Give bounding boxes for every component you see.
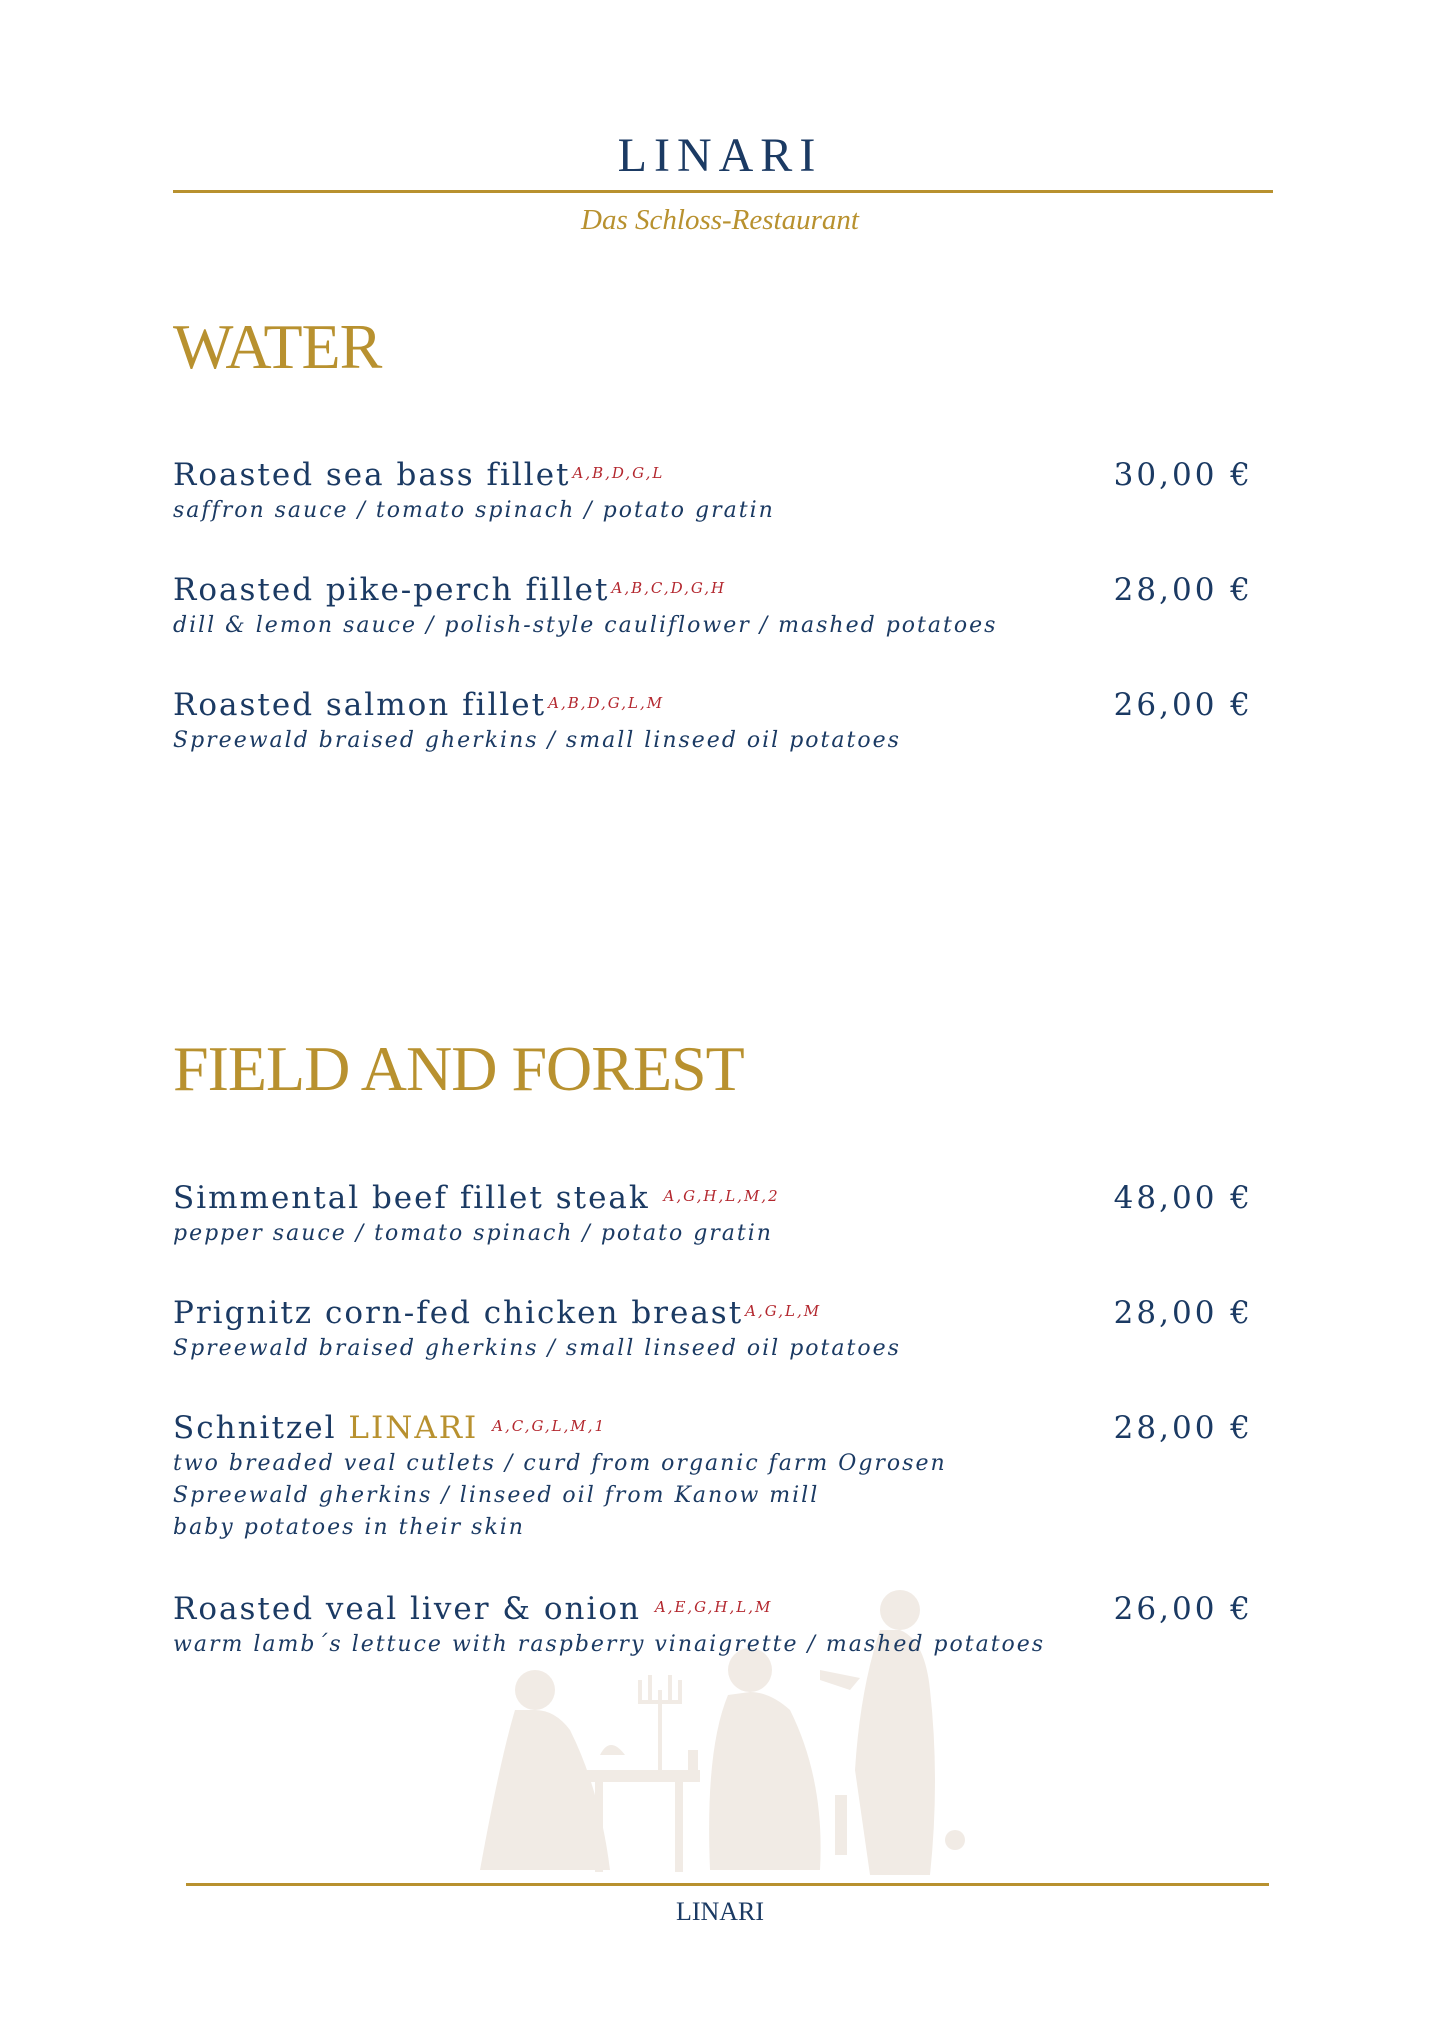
dish-name: Simmental beef fillet steak $^{A,G,H,L,M,2}$ xyxy=(173,1180,780,1216)
allergen-codes: A,G,L,M xyxy=(745,1302,822,1320)
menu-item-salmon xyxy=(173,685,1253,757)
dish-name: Schnitzel LINARI $^{A,C,G,L,M,1}$ xyxy=(173,1410,607,1446)
allergen-codes: A,B,D,G,L xyxy=(572,464,665,482)
dish-description-line-3: baby potatoes in their skin xyxy=(173,1515,525,1540)
dish-description: Spreewald braised gherkins / small linseed oil potatoes xyxy=(173,728,901,753)
dish-price: 28,00 € xyxy=(1113,1295,1253,1331)
restaurant-name: LINARI xyxy=(617,129,823,182)
dish-name: Roasted pike-perch fillet $^{A,B,C,D,G,H}$ xyxy=(173,572,727,608)
dish-description: pepper sauce / tomato spinach / potato gratin xyxy=(173,1221,773,1246)
dish-price: 26,00 € xyxy=(1113,1591,1253,1627)
dish-name: Roasted veal liver & onion $^{A,E,G,H,L,M}$ xyxy=(173,1591,773,1627)
footer-restaurant-name: LINARI xyxy=(675,1897,765,1926)
header-divider xyxy=(173,190,1273,193)
dish-description-line-2: Spreewald gherkins / linseed oil from Kanow mill xyxy=(173,1483,820,1508)
dish-description: saffron sauce / tomato spinach / potato gratin xyxy=(173,498,775,523)
dish-name: Roasted sea bass fillet $^{A,B,D,G,L}$ xyxy=(173,457,665,493)
dish-price: 28,00 € xyxy=(1113,572,1253,608)
menu-item-pike-perch xyxy=(173,570,1253,642)
restaurant-subtitle: Das Schloss-Restaurant xyxy=(581,204,859,236)
footer-divider xyxy=(186,1883,1269,1886)
menu-item-beef-fillet xyxy=(173,1178,1253,1250)
dish-price: 28,00 € xyxy=(1113,1410,1253,1446)
dish-description-line-1: two breaded veal cutlets / curd from organic farm Ogrosen xyxy=(173,1451,947,1476)
allergen-codes: A,G,H,L,M,2 xyxy=(663,1187,780,1205)
menu-item-sea-bass xyxy=(173,455,1253,527)
dish-price: 48,00 € xyxy=(1113,1180,1253,1216)
dish-description: warm lamb´s lettuce with raspberry vinaigrette / mashed potatoes xyxy=(173,1632,1046,1657)
dish-price: 30,00 € xyxy=(1113,457,1253,493)
dish-name: Prignitz corn-fed chicken breast $^{A,G,L,M}$ xyxy=(173,1295,822,1331)
dish-description: dill & lemon sauce / polish-style cauliflower / mashed potatoes xyxy=(173,613,998,638)
allergen-codes: A,B,D,G,L,M xyxy=(548,694,665,712)
dish-price: 26,00 € xyxy=(1113,687,1253,723)
dish-name: Roasted salmon fillet $^{A,B,D,G,L,M}$ xyxy=(173,687,665,723)
allergen-codes: A,B,C,D,G,H xyxy=(611,579,727,597)
menu-item-schnitzel xyxy=(173,1408,1253,1544)
dish-name-accent: LINARI xyxy=(348,1410,479,1446)
section-title-field-and-forest: FIELD AND FOREST xyxy=(173,1033,744,1104)
dish-description: Spreewald braised gherkins / small linseed oil potatoes xyxy=(173,1336,901,1361)
menu-item-chicken-breast xyxy=(173,1293,1253,1365)
menu-item-veal-liver xyxy=(173,1589,1253,1661)
allergen-codes: A,C,G,L,M,1 xyxy=(492,1417,607,1435)
allergen-codes: A,E,G,H,L,M xyxy=(654,1598,773,1616)
section-title-water: WATER xyxy=(173,311,382,382)
